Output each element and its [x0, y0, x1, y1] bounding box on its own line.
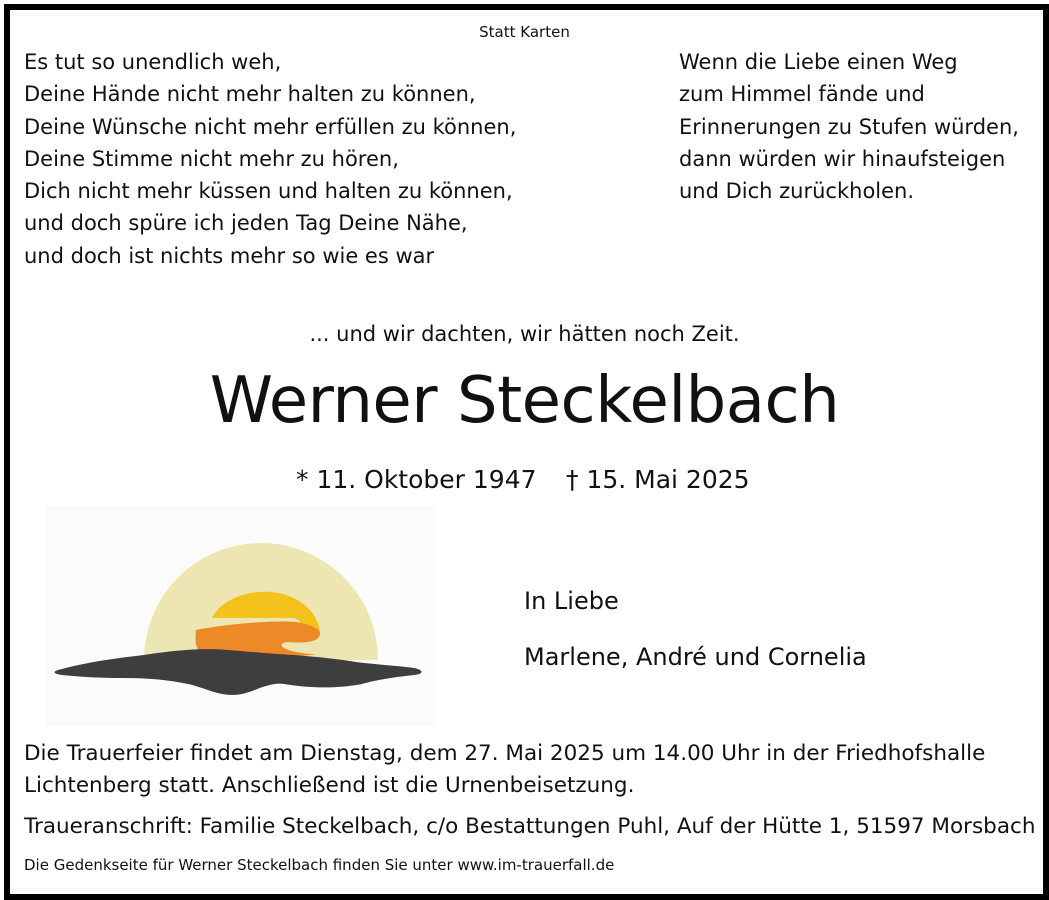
poem-left-line: und doch spüre ich jeden Tag Deine Nähe,: [24, 211, 468, 236]
poem-right: [679, 46, 1019, 207]
poem-left-line: Es tut so unendlich weh,: [24, 50, 282, 74]
condolence-address: Traueranschrift: Familie Steckelbach, c/o Bestattungen Puhl, Auf der Hütte 1, 51597 Morsbach: [24, 814, 1036, 839]
poem-left-line: und doch ist nichts mehr so wie es war: [24, 243, 435, 268]
poem-left-line: Deine Stimme nicht mehr zu hören,: [24, 146, 399, 171]
poem-right-line: zum Himmel fände und: [679, 82, 925, 107]
poem-right-line: Erinnerungen zu Stufen würden,: [679, 114, 1019, 139]
deceased-name: Werner Steckelbach: [209, 364, 840, 438]
statt-karten-label: Statt Karten: [479, 23, 570, 41]
death-date: † 15. Mai 2025: [566, 465, 750, 494]
poem-left: [24, 46, 516, 272]
sunset-illustration: [46, 506, 436, 726]
poem-left-line: Dich nicht mehr küssen und halten zu können,: [24, 179, 513, 204]
poem-right-line: und Dich zurückholen.: [679, 179, 915, 204]
poem-left-line: Deine Wünsche nicht mehr erfüllen zu können,: [24, 114, 517, 139]
funeral-line-2: Lichtenberg statt. Anschließend ist die Urnenbeisetzung.: [24, 773, 635, 798]
memorial-page-note: Die Gedenkseite für Werner Steckelbach finden Sie unter www.im-trauerfall.de: [24, 856, 615, 874]
quote-line: ... und wir dachten, wir hätten noch Zeit.: [309, 322, 740, 346]
funeral-line-1: Die Trauerfeier findet am Dienstag, dem 27. Mai 2025 um 14.00 Uhr in der Friedhofshalle: [24, 741, 986, 766]
sunset-logo: [46, 506, 436, 726]
in-liebe-label: In Liebe: [524, 587, 619, 615]
poem-right-line: Wenn die Liebe einen Weg: [679, 50, 958, 74]
poem-right-line: dann würden wir hinaufsteigen: [679, 146, 1006, 171]
mourners-names: Marlene, André und Cornelia: [524, 643, 867, 671]
birth-date: * 11. Oktober 1947: [296, 465, 537, 494]
poem-left-line: Deine Hände nicht mehr halten zu können,: [24, 82, 476, 107]
